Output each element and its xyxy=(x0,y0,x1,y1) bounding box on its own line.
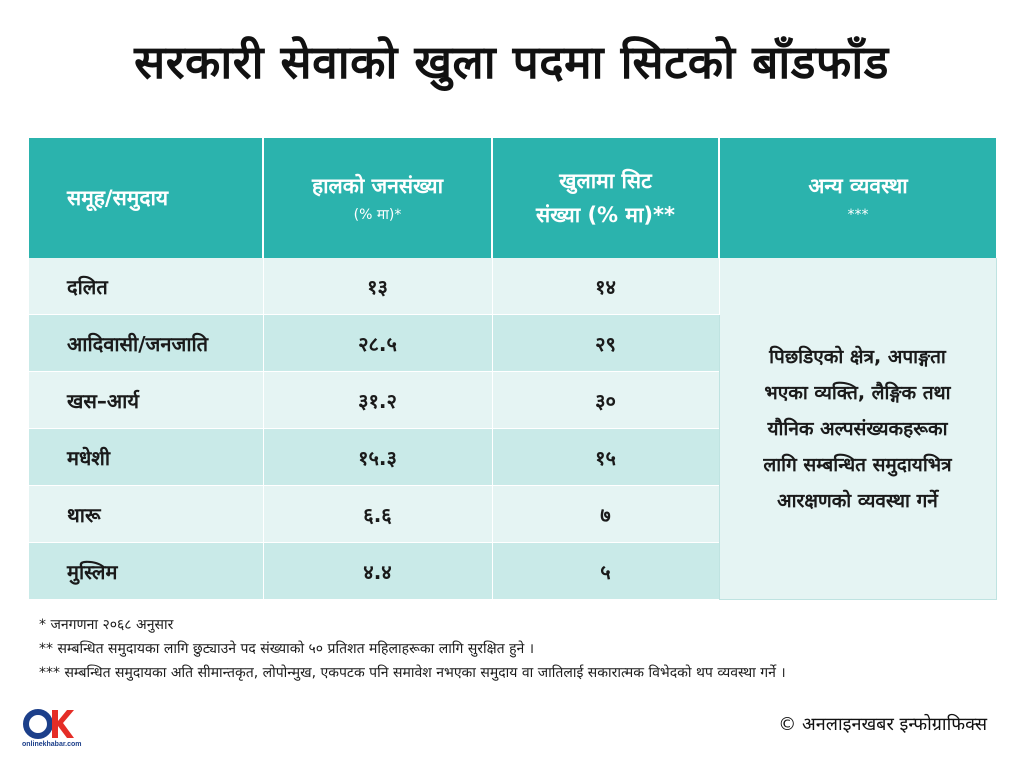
row-seats: १५ xyxy=(492,429,719,486)
seat-allocation-table xyxy=(29,138,997,600)
row-seats: २९ xyxy=(492,315,719,372)
page-title: सरकारी सेवाको खुला पदमा सिटको बाँडफाँड xyxy=(134,35,889,89)
header-seats-line2: संख्या (% मा)** xyxy=(536,203,675,227)
header-seats xyxy=(492,138,719,258)
row-group: दलित xyxy=(29,258,263,315)
other-text-line: पिछडिएको क्षेत्र, अपाङ्गता xyxy=(769,345,946,368)
row-group: थारू xyxy=(29,486,263,543)
header-population xyxy=(263,138,492,258)
row-population: १५.३ xyxy=(263,429,492,486)
other-arrangement-cell xyxy=(719,258,996,600)
table-row xyxy=(29,258,996,315)
footnotes xyxy=(39,613,1009,685)
row-population: ४.४ xyxy=(263,543,492,600)
other-text-line: लागि सम्बन्धित समुदायभित्र xyxy=(763,453,952,476)
row-seats: १४ xyxy=(492,258,719,315)
logo-text: onlinekhabar.com xyxy=(22,741,82,748)
header-other-line1: अन्य व्यवस्था xyxy=(808,174,908,198)
table-header-row xyxy=(29,138,996,258)
header-population-line2: (% मा)* xyxy=(353,207,402,223)
row-seats: ५ xyxy=(492,543,719,600)
header-other xyxy=(719,138,996,258)
header-other-line2: *** xyxy=(847,207,869,223)
footnote-1: * जनगणना २०६८ अनुसार xyxy=(39,617,174,633)
row-group: खस–आर्य xyxy=(29,372,263,429)
row-population: २८.५ xyxy=(263,315,492,372)
row-seats: ७ xyxy=(492,486,719,543)
footnote-3: *** सम्बन्धित समुदायका अति सीमान्तकृत, लोपोन्मुख, एकपटक पनि समावेश नभएका समुदाय वा जातिलाई सकारात्मक विभेदको थप व्यवस्था गर्ने । xyxy=(39,665,786,681)
row-population: ३१.२ xyxy=(263,372,492,429)
row-group: मुस्लिम xyxy=(29,543,263,600)
other-text-line: यौनिक अल्पसंख्यकहरूका xyxy=(767,417,948,440)
footnote-2: ** सम्बन्धित समुदायका लागि छुट्याउने पद संख्याको ५० प्रतिशत महिलाहरूका लागि सुरक्षित हुने । xyxy=(39,641,535,657)
row-group: मधेशी xyxy=(29,429,263,486)
header-population-line1: हालको जनसंख्या xyxy=(311,174,444,198)
other-text-line: आरक्षणको व्यवस्था गर्ने xyxy=(777,489,938,512)
row-population: ६.६ xyxy=(263,486,492,543)
row-population: १३ xyxy=(263,258,492,315)
row-group: आदिवासी/जनजाति xyxy=(29,315,263,372)
other-text-line: भएका व्यक्ति, लैङ्गिक तथा xyxy=(764,381,951,404)
header-group: समूह/समुदाय xyxy=(29,138,263,258)
row-seats: ३० xyxy=(492,372,719,429)
header-seats-line1: खुलामा सिट xyxy=(559,169,652,193)
credit-text: © अनलाइनखबर इन्फोग्राफिक्स xyxy=(778,714,987,735)
